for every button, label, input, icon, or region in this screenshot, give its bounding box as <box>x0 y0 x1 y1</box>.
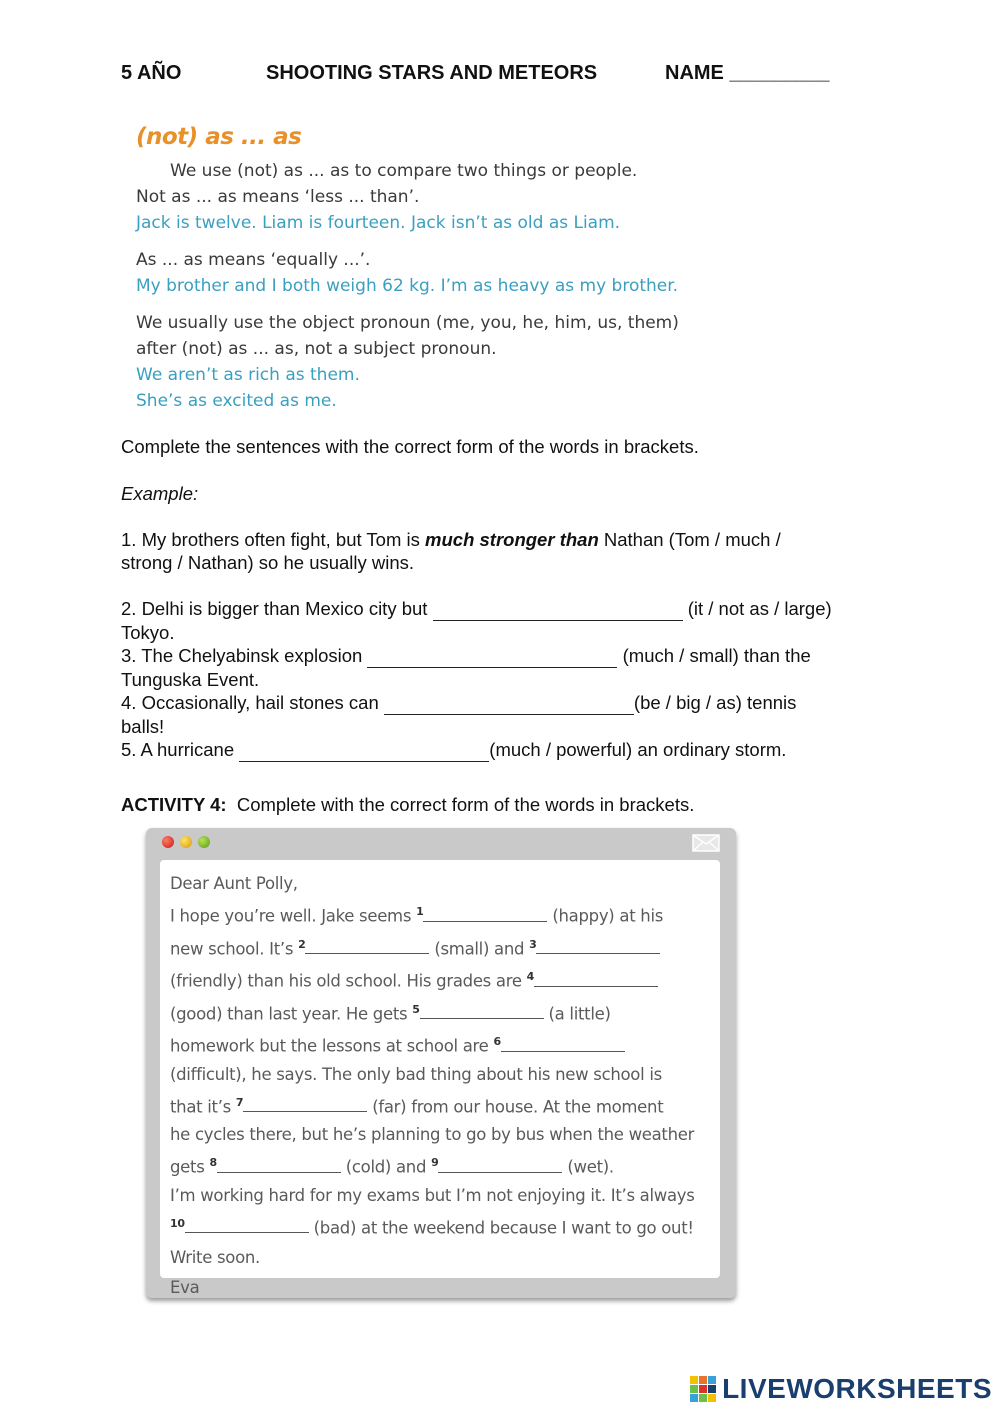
letter-paper <box>160 860 720 1297</box>
letter-line <box>170 963 710 996</box>
gap-number: 9 <box>431 1156 439 1169</box>
exercise-item <box>121 738 891 762</box>
red-dot-icon <box>162 836 174 848</box>
exercise-list <box>121 597 891 762</box>
gap-number: 5 <box>412 1002 420 1016</box>
letter-text: (good) than last year. He gets <box>170 1004 413 1023</box>
activity4-label: ACTIVITY 4: <box>121 794 227 815</box>
letter-line <box>170 1028 710 1061</box>
liveworksheets-logo[interactable] <box>690 1373 992 1405</box>
letter-text: (far) from our house. At the moment <box>367 1097 664 1116</box>
letter-line <box>170 1089 710 1122</box>
example-text: 1. My brothers often fight, but Tom is <box>121 529 426 550</box>
letter-text: (cold) and <box>340 1157 432 1177</box>
letter-text: (friendly) than his old school. His grades are <box>170 971 527 991</box>
letter-line: (difficult), he says. The only bad thing about his new school is <box>170 1064 662 1084</box>
logo-text: LIVEWORKSHEETS <box>722 1373 992 1404</box>
letter-window <box>146 828 736 1298</box>
exercise-hint: (much / powerful) an ordinary storm. <box>489 739 787 760</box>
letter-gap-10[interactable] <box>185 1216 309 1234</box>
letter-text: I hope you’re well. Jake seems <box>170 906 417 926</box>
gap-number: 1 <box>416 905 424 918</box>
letter-text: (wet). <box>562 1157 614 1177</box>
instructions: Complete the sentences with the correct form of the words in brackets. <box>121 436 699 457</box>
answer-input-3[interactable] <box>367 649 617 668</box>
letter-gap-7[interactable] <box>243 1095 367 1113</box>
grammar-title: (not) as ... as <box>136 124 302 150</box>
letter-line: I’m working hard for my exams but I’m not enjoying it. It’s always <box>170 1185 695 1205</box>
letter-text: (a little) <box>543 1004 611 1023</box>
exercise-text: balls! <box>121 716 165 737</box>
grade-label: 5 AÑO <box>121 62 182 84</box>
letter-line <box>170 1149 710 1182</box>
green-dot-icon <box>198 836 210 848</box>
letter-text: homework but the lessons at school are <box>170 1036 494 1056</box>
letter-signature: Eva <box>170 1278 200 1297</box>
exercise-hint: (it / not as / large) <box>682 598 832 619</box>
gap-number: 7 <box>235 1095 244 1109</box>
gap-number: 4 <box>526 970 534 983</box>
exercise-hint: (be / big / as) tennis <box>633 692 797 713</box>
worksheet-title: SHOOTING STARS AND METEORS <box>266 62 598 84</box>
letter-gap-3[interactable] <box>536 937 660 955</box>
exercise-text: 2. Delhi is bigger than Mexico city but <box>121 598 433 619</box>
letter-text: new school. It’s <box>170 939 299 958</box>
example-sentence <box>121 528 881 574</box>
grammar-line: As ... as means ‘equally ...’. <box>136 250 371 270</box>
example-label: Example: <box>121 483 199 504</box>
letter-line <box>170 996 710 1029</box>
yellow-dot-icon <box>180 836 192 848</box>
grammar-example: Jack is twelve. Liam is fourteen. Jack isn’t as old as Liam. <box>136 213 621 233</box>
grammar-example: She’s as excited as me. <box>136 391 337 411</box>
gap-number: 10 <box>170 1216 185 1230</box>
letter-line <box>170 931 710 964</box>
envelope-icon <box>692 834 720 852</box>
exercise-text: Tokyo. <box>121 622 175 643</box>
letter-line: he cycles there, but he’s planning to go by bus when the weather <box>170 1125 695 1144</box>
exercise-item <box>121 597 891 644</box>
letter-gap-2[interactable] <box>305 937 429 955</box>
letter-closing: Write soon. <box>170 1248 260 1267</box>
letter-text: that it’s <box>170 1097 236 1116</box>
letter-gap-5[interactable] <box>420 1002 544 1020</box>
letter-gap-4[interactable] <box>534 969 658 987</box>
letter-text: gets <box>170 1157 210 1177</box>
answer-input-2[interactable] <box>433 602 683 621</box>
letter-gap-6[interactable] <box>501 1034 625 1052</box>
gap-number: 8 <box>209 1156 217 1169</box>
activity4-heading <box>121 793 694 816</box>
letter-text: (small) and <box>429 939 530 958</box>
grammar-example: We aren’t as rich as them. <box>136 365 360 385</box>
gap-number: 2 <box>298 937 306 951</box>
letter-greeting: Dear Aunt Polly, <box>170 874 298 893</box>
exercise-text: Tunguska Event. <box>121 669 260 690</box>
example-text: Nathan (Tom / much / <box>598 529 781 550</box>
exercise-hint: (much / small) than the <box>617 645 811 666</box>
letter-gap-9[interactable] <box>438 1155 562 1173</box>
letter-line <box>170 1210 710 1243</box>
liveworksheets-logo-icon <box>690 1376 716 1402</box>
exercise-text: 5. A hurricane <box>121 739 240 760</box>
grammar-line: Not as ... as means ‘less ... than’. <box>136 187 420 207</box>
letter-gap-1[interactable] <box>423 904 547 922</box>
example-answer: much stronger than <box>425 529 599 550</box>
letter-gap-8[interactable] <box>217 1155 341 1173</box>
grammar-line: We use (not) as ... as to compare two things or people. <box>170 161 638 181</box>
letter-body <box>170 870 710 1302</box>
grammar-example: My brother and I both weigh 62 kg. I’m as heavy as my brother. <box>136 276 679 296</box>
answer-input-5[interactable] <box>239 743 489 762</box>
activity4-instructions: Complete with the correct form of the words in brackets. <box>236 794 695 815</box>
exercise-item <box>121 691 891 738</box>
gap-number: 3 <box>529 937 537 951</box>
letter-line <box>170 898 710 931</box>
grammar-line: We usually use the object pronoun (me, you, he, him, us, them) <box>136 313 679 333</box>
answer-input-4[interactable] <box>384 696 634 715</box>
gap-number: 6 <box>493 1035 501 1048</box>
exercise-text: 4. Occasionally, hail stones can <box>121 692 384 713</box>
grammar-line: after (not) as ... as, not a subject pronoun. <box>136 339 497 359</box>
letter-text: (bad) at the weekend because I want to go out! <box>308 1218 694 1237</box>
grammar-box <box>136 158 736 414</box>
example-text: strong / Nathan) so he usually wins. <box>121 552 415 573</box>
letter-text: (happy) at his <box>547 906 664 926</box>
exercise-item <box>121 644 891 691</box>
name-label: NAME _________ <box>665 62 830 84</box>
exercise-text: 3. The Chelyabinsk explosion <box>121 645 368 666</box>
